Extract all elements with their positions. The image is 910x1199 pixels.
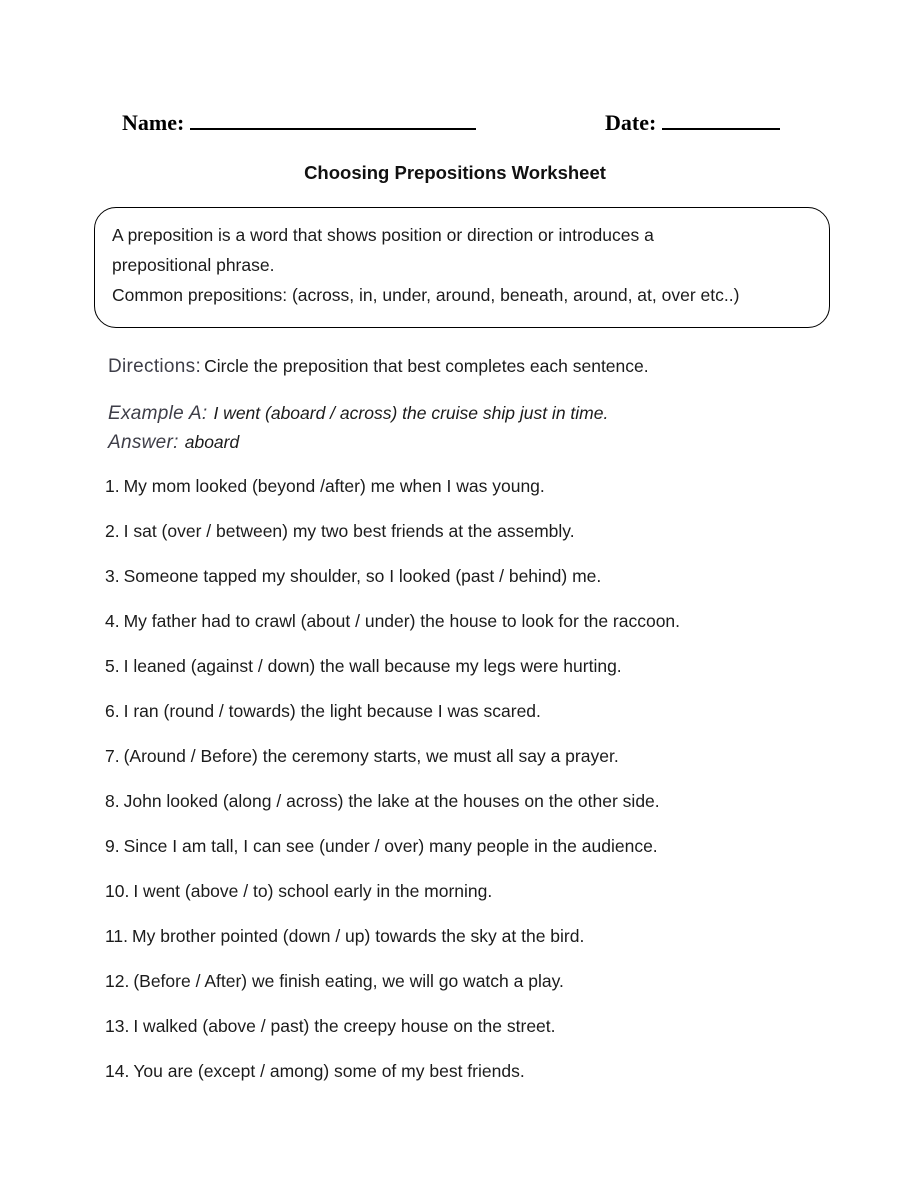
answer-row (108, 432, 239, 454)
question-item-4 (105, 611, 850, 631)
question-text: (Around / Before) the ceremony starts, we must all say a prayer. (123, 746, 619, 766)
question-item-7 (105, 746, 850, 766)
question-number: 5. (105, 656, 120, 676)
question-number: 13. (105, 1016, 130, 1036)
question-text: My mom looked (beyond /after) me when I was young. (123, 476, 545, 496)
question-number: 7. (105, 746, 120, 766)
answer-value: aboard (184, 432, 240, 452)
question-number: 11. (105, 926, 129, 946)
example-sentence: I went (aboard / across) the cruise ship just in time. (213, 403, 609, 423)
date-label: Date: (605, 110, 657, 135)
question-number: 14. (105, 1061, 130, 1081)
question-number: 9. (105, 836, 120, 856)
page-title: Choosing Prepositions Worksheet (304, 162, 606, 183)
header-row (122, 106, 790, 140)
question-text: My brother pointed (down / up) towards the sky at the bird. (132, 926, 585, 946)
question-number: 4. (105, 611, 120, 631)
question-item-11 (105, 926, 850, 946)
answer-label: Answer: (108, 432, 179, 453)
example-row (108, 403, 608, 425)
question-item-5 (105, 656, 850, 676)
question-text: I walked (above / past) the creepy house on the street. (133, 1016, 556, 1036)
question-number: 12. (105, 971, 130, 991)
name-field-group (122, 106, 476, 136)
question-text: I leaned (against / down) the wall because my legs were hurting. (123, 656, 622, 676)
question-item-6 (105, 701, 850, 721)
question-item-8 (105, 791, 850, 811)
question-item-1 (105, 476, 850, 496)
question-item-10 (105, 881, 850, 901)
question-text: You are (except / among) some of my best friends. (133, 1061, 525, 1081)
question-number: 8. (105, 791, 120, 811)
date-field-group (605, 106, 780, 136)
question-number: 1. (105, 476, 120, 496)
question-text: Since I am tall, I can see (under / over) many people in the audience. (123, 836, 658, 856)
directions-text: Circle the preposition that best completes each sentence. (204, 356, 649, 376)
question-item-9 (105, 836, 850, 856)
definition-line-1: A preposition is a word that shows position or direction or introduces a (112, 225, 654, 245)
question-item-12 (105, 971, 850, 991)
question-text: I sat (over / between) my two best friends at the assembly. (123, 521, 575, 541)
preposition-definition-box (94, 207, 830, 328)
definition-line-2: prepositional phrase. (112, 255, 275, 275)
directions-row (108, 356, 649, 378)
example-label: Example A: (108, 403, 208, 424)
date-blank-line (662, 106, 780, 130)
name-label: Name: (122, 110, 185, 135)
question-item-3 (105, 566, 850, 586)
question-list (105, 476, 850, 1106)
question-number: 2. (105, 521, 120, 541)
definition-line-3: Common prepositions: (across, in, under, around, beneath, around, at, over etc..) (112, 285, 740, 305)
directions-label: Directions: (108, 356, 202, 377)
question-number: 3. (105, 566, 120, 586)
question-item-2 (105, 521, 850, 541)
question-item-13 (105, 1016, 850, 1036)
name-blank-line (190, 106, 476, 130)
question-item-14 (105, 1061, 850, 1081)
question-text: My father had to crawl (about / under) the house to look for the raccoon. (123, 611, 681, 631)
question-text: John looked (along / across) the lake at the houses on the other side. (123, 791, 660, 811)
question-text: (Before / After) we finish eating, we will go watch a play. (133, 971, 564, 991)
question-number: 10. (105, 881, 130, 901)
question-number: 6. (105, 701, 120, 721)
question-text: I ran (round / towards) the light because I was scared. (123, 701, 541, 721)
question-text: I went (above / to) school early in the morning. (133, 881, 493, 901)
question-text: Someone tapped my shoulder, so I looked (past / behind) me. (123, 566, 602, 586)
